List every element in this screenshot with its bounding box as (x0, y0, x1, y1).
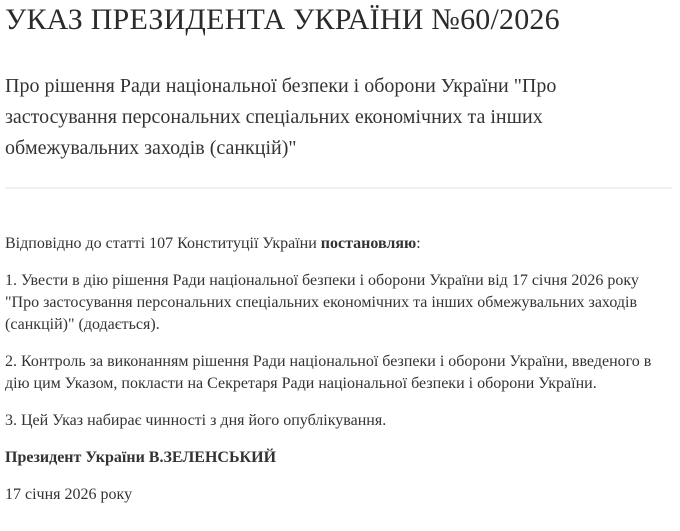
intro-colon: : (416, 235, 421, 252)
decree-clause-2: 2. Контроль за виконанням рішення Ради національної безпеки і оборони України, введеного в дію цим Указом, покласти на Секретаря Ради національної безпеки і оборони України. (5, 353, 652, 392)
signature-line: Президент України В.ЗЕЛЕНСЬКИЙ (5, 449, 277, 466)
date-line: 17 січня 2026 року (5, 486, 133, 503)
decree-clause-1: 1. Увести в дію рішення Ради національної безпеки і оборони України від 17 січня 2026 року "Про застосування персональних спеціальних економічних та інших обмежувальних заходів (санкцій)" (додається). (5, 272, 639, 333)
intro-text: Відповідно до статті 107 Конституції України (5, 235, 321, 252)
page-title: УКАЗ ПРЕЗИДЕНТА УКРАЇНИ №60/2026 (5, 3, 560, 36)
intro-paragraph (5, 233, 671, 255)
decree-clause-3: 3. Цей Указ набирає чинності з дня його опублікування. (5, 412, 387, 429)
content-divider (5, 187, 672, 189)
decree-subtitle: Про рішення Ради національної безпеки і оборони України "Про застосування персональних спеціальних економічних та інших обмежувальних заходів (санкцій)" (5, 75, 557, 159)
intro-bold-word: постановляю (320, 235, 417, 252)
